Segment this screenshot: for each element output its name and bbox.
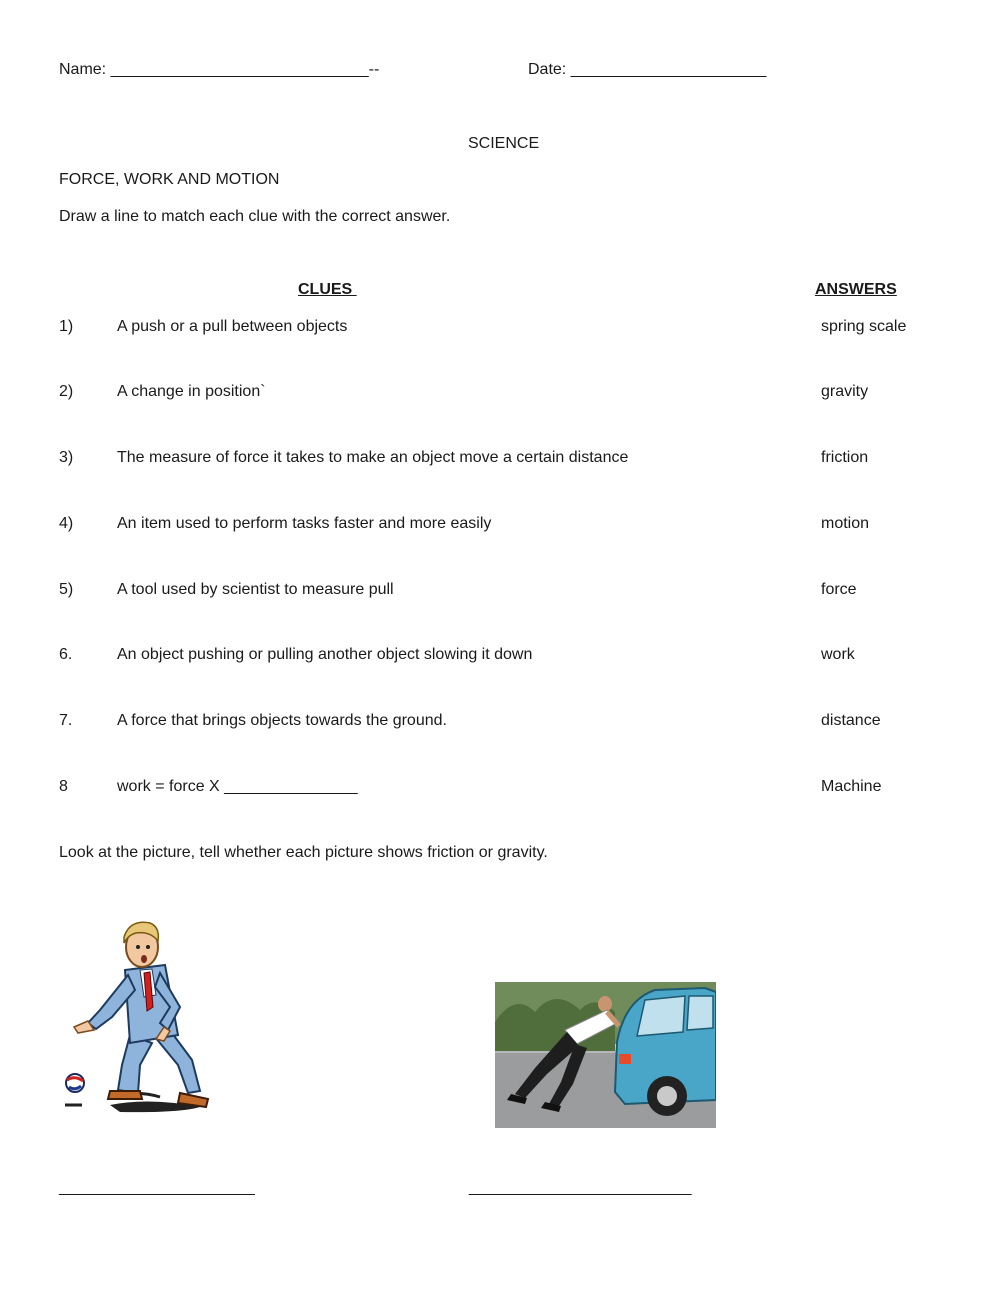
- clue-text: The measure of force it takes to make an object move a certain distance: [117, 449, 629, 466]
- answer-blank-2[interactable]: _________________________: [469, 1179, 692, 1196]
- clue-text: A force that brings objects towards the ground.: [117, 712, 447, 729]
- clue-text: An item used to perform tasks faster and more easily: [117, 515, 492, 532]
- answers-header: ANSWERS: [815, 281, 897, 298]
- answer-text: Machine: [821, 778, 882, 795]
- answer-text: work: [821, 646, 855, 663]
- answer-text: gravity: [821, 383, 869, 400]
- clue-text: A push or a pull between objects: [117, 318, 348, 335]
- answer-text: friction: [821, 449, 869, 466]
- clue-text: A tool used by scientist to measure pull: [117, 581, 394, 598]
- date-field-label: Date: ______________________: [528, 61, 767, 78]
- topic-title: FORCE, WORK AND MOTION: [59, 171, 280, 188]
- clue-text: work = force X _______________: [117, 778, 358, 795]
- man-dropping-ball-picture: [60, 915, 220, 1120]
- row-number: 4): [59, 515, 74, 532]
- instruction-text: Draw a line to match each clue with the correct answer.: [59, 208, 451, 225]
- row-number: 5): [59, 581, 74, 598]
- row-number: 3): [59, 449, 74, 466]
- answer-text: spring scale: [821, 318, 907, 335]
- answer-blank-1[interactable]: ______________________: [59, 1179, 255, 1196]
- clue-text: An object pushing or pulling another object slowing it down: [117, 646, 533, 663]
- subject-title: SCIENCE: [468, 135, 540, 152]
- name-field-label: Name: _____________________________--: [59, 61, 380, 78]
- row-number: 1): [59, 318, 74, 335]
- row-number: 7.: [59, 712, 73, 729]
- answer-text: motion: [821, 515, 870, 532]
- row-number: 6.: [59, 646, 73, 663]
- clue-text: A change in position`: [117, 383, 266, 400]
- row-number: 2): [59, 383, 74, 400]
- picture-instruction: Look at the picture, tell whether each picture shows friction or gravity.: [59, 844, 548, 861]
- row-number: 8: [59, 778, 68, 795]
- man-pushing-car-photo: [495, 982, 716, 1128]
- answer-text: distance: [821, 712, 881, 729]
- answer-text: force: [821, 581, 857, 598]
- clues-header: CLUES: [298, 281, 357, 298]
